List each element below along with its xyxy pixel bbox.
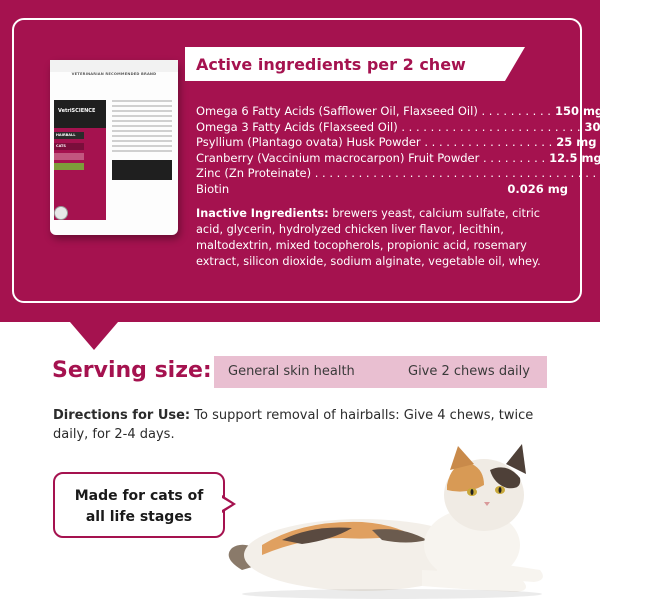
cat-shadow (242, 589, 542, 599)
ingredient-row (196, 182, 568, 198)
ingredient-row (196, 104, 604, 120)
callout-line-1: Made for cats of (74, 488, 204, 504)
ingredient-row (196, 119, 625, 136)
ingredient-value: 12.5 mg (549, 150, 602, 165)
directions-text: To support removal of hairballs: Give 4 chews, twice daily, for 2-4 days. (53, 408, 534, 442)
inactive-text: brewers yeast, calcium sulfate, citric acid, glycerin, hydrolyzed chicken liver flavor, lecithin, maltodextrin, mixed tocopherols, propionic acid, rosemary extract, silicon dioxide, sodium alginate, vegetable oil, whey. (196, 207, 541, 268)
bag-seal-icon (54, 206, 68, 220)
bag-text-lines (112, 100, 172, 155)
ingredient-name: Biotin (196, 181, 230, 196)
directions-for-use (53, 406, 563, 444)
ingredient-name: Psyllium (Plantago ovata) Husk Powder . . . . . . . . . . . . . . . . . . (196, 135, 553, 149)
directions-label: Directions for Use: (53, 408, 191, 423)
active-header-title: Active ingredients per 2 chew (196, 55, 466, 74)
bag-brand: VetriSCIENCE (58, 108, 96, 114)
inactive-ingredients (196, 206, 568, 270)
bag-tag-3 (54, 153, 84, 160)
inactive-label: Inactive Ingredients: (196, 207, 329, 220)
serving-amount: Give 2 chews daily (408, 364, 530, 379)
ingredient-value: 0.026 mg (507, 181, 568, 196)
bag-tag-hairball: HAIRBALL (54, 132, 84, 139)
bag-front-header (54, 100, 106, 128)
ingredient-row (196, 150, 602, 167)
active-header-tail (505, 47, 525, 81)
ingredient-name: Cranberry (Vaccinium macrocarpon) Fruit Powder . . . . . . . . . (196, 150, 546, 165)
bag-tag-4 (54, 163, 84, 170)
ingredient-value: 30 mg (584, 119, 625, 134)
bag-dark-panel (112, 160, 172, 180)
ingredient-value: 150 mg (554, 104, 604, 118)
ingredient-value: 25 mg (556, 135, 597, 149)
bag-top-strip (50, 60, 178, 72)
bag-tag-cats: CATS (54, 143, 84, 150)
ingredient-name: Zinc (Zn Proteinate) . . . . . . . . . . . . . . . . . . . . . . . . . . . . . . . . . . . . . . . (196, 166, 597, 180)
bag-badge: VETERINARIAN RECOMMENDED BRAND (71, 72, 157, 76)
ingredient-row (196, 166, 645, 182)
ingredient-value: 0.4 mg (600, 166, 645, 180)
ingredient-row (196, 135, 597, 151)
ingredient-list (196, 104, 645, 197)
callout-line-2: all life stages (85, 509, 193, 525)
ingredient-name: Omega 3 Fatty Acids (Flaxseed Oil) . . . . . . . . . . . . . . . . . . . . . . . . . (196, 119, 581, 134)
panel-pointer (70, 322, 118, 350)
calico-cat-image (222, 440, 600, 600)
callout-text (55, 486, 223, 528)
ingredient-name: Omega 6 Fatty Acids (Safflower Oil, Flaxseed Oil) . . . . . . . . . . (196, 104, 551, 118)
serving-size-label: Serving size: (52, 358, 212, 383)
serving-purpose: General skin health (228, 364, 355, 379)
